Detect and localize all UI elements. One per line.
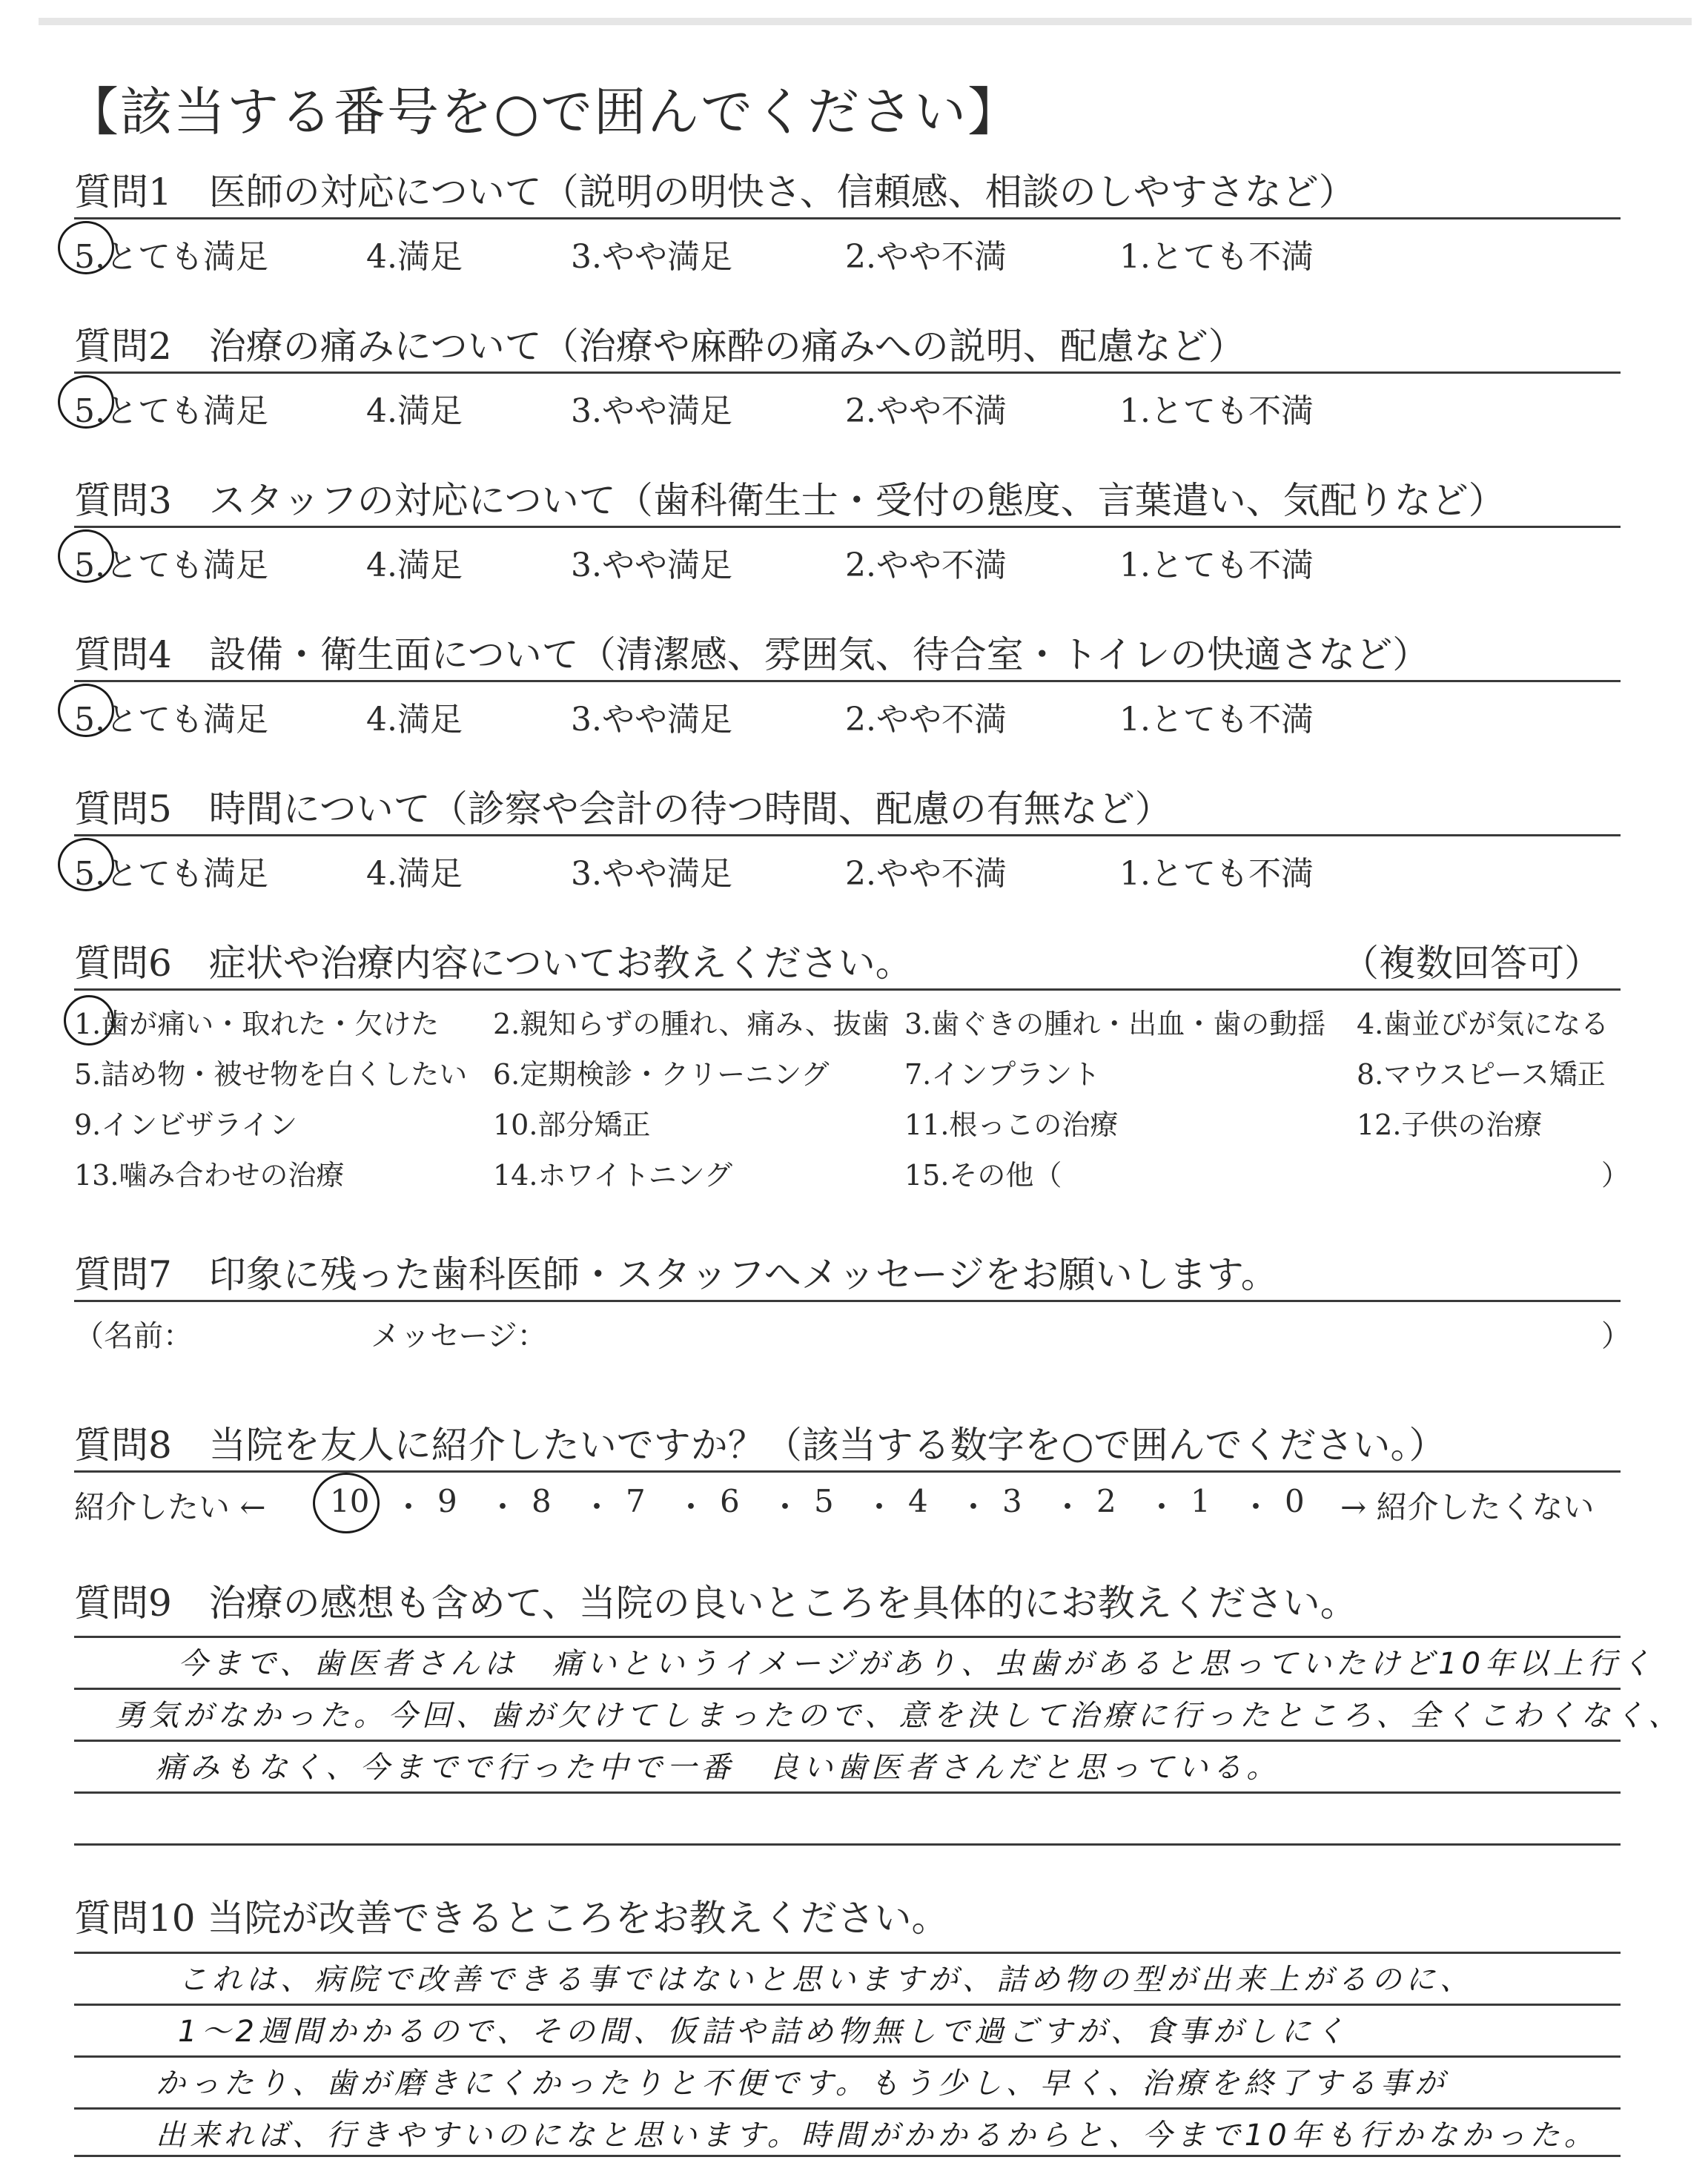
- option-2[interactable]: 2.やや不満: [845, 392, 1007, 430]
- rating-options: [74, 219, 1621, 276]
- option-2[interactable]: 2.やや不満: [845, 855, 1007, 893]
- not-recommend-label: → 紹介したくない: [1340, 1489, 1595, 1525]
- answer-rule: [74, 2155, 1621, 2157]
- symptom-3[interactable]: 3.歯ぐきの腫れ・出血・歯の動揺: [904, 1008, 1326, 1040]
- selection-circle: [58, 529, 114, 583]
- option-2[interactable]: 2.やや不満: [845, 701, 1007, 739]
- handwritten-answer-line: 1〜2週間かかるので、その間、仮詰や詰め物無しで過ごすが、食事がしにく: [178, 2015, 1350, 2049]
- option-1[interactable]: 1.とても不満: [1119, 855, 1314, 893]
- symptom-2[interactable]: 2.親知らずの腫れ、痛み、抜歯: [493, 1008, 890, 1040]
- symptom-6[interactable]: 6.定期検診・クリーニング: [493, 1058, 830, 1091]
- question-6: [74, 938, 1630, 1206]
- answer-rule: [74, 1843, 1621, 1846]
- recommend-label: 紹介したい ←: [74, 1489, 266, 1525]
- option-5[interactable]: 5.とても満足: [74, 238, 268, 276]
- answer-rule: [74, 1740, 1621, 1742]
- option-1[interactable]: 1.とても不満: [1119, 238, 1314, 276]
- option-5[interactable]: 5.とても満足: [74, 701, 268, 739]
- option-2[interactable]: 2.やや不満: [845, 546, 1007, 584]
- handwritten-answer-line: 出来れば、行きやすいのになと思います。時間がかかるからと、今まで10年も行かなかった。: [156, 2118, 1598, 2153]
- scale-6[interactable]: 6: [720, 1483, 740, 1519]
- symptom-8[interactable]: 8.マウスピース矯正: [1357, 1058, 1606, 1091]
- selection-circle: [58, 684, 114, 737]
- question-title: 質問4 設備・衛生面について（清潔感、雰囲気、待合室・トイレの快適さなど）: [74, 630, 1621, 682]
- scale-2[interactable]: 2: [1096, 1483, 1116, 1519]
- scale-0[interactable]: 0: [1285, 1483, 1305, 1519]
- symptom-15[interactable]: 15.その他（: [904, 1159, 1062, 1192]
- symptom-11[interactable]: 11.根っこの治療: [904, 1109, 1119, 1141]
- scale-10[interactable]: 10: [330, 1483, 370, 1519]
- question-title: [74, 938, 1621, 991]
- scan-edge: [39, 18, 1692, 25]
- symptom-options: [74, 991, 1630, 1206]
- instruction-header: 【該当する番号を○で囲んでください】: [67, 82, 1022, 142]
- option-3[interactable]: 3.やや満足: [571, 855, 732, 893]
- question-4: [74, 630, 1621, 739]
- message-label: メッセージ：: [371, 1319, 547, 1353]
- scale-7[interactable]: 7: [626, 1483, 646, 1519]
- question-3: [74, 475, 1621, 584]
- answer-rule: [74, 1791, 1621, 1794]
- name-label: （名前：: [74, 1319, 193, 1353]
- handwritten-answer-line: 痛みもなく、今までで行った中で一番 良い歯医者さんだと思っている。: [156, 1751, 1281, 1785]
- recommend-scale: 紹介したい ← 10 ・ 9 ・ 8 ・ 7 ・ 6 ・ 5 ・ 4 ・ 3 ・ 2 ・ 1 ・ 0 → 紹介したくない: [74, 1473, 1621, 1532]
- option-4[interactable]: 4.満足: [366, 546, 463, 584]
- symptom-7[interactable]: 7.インプラント: [904, 1058, 1101, 1091]
- symptom-1[interactable]: 1.歯が痛い・取れた・欠けた: [74, 1008, 440, 1040]
- rating-options: [74, 836, 1621, 893]
- option-4[interactable]: 4.満足: [366, 855, 463, 893]
- option-1[interactable]: 1.とても不満: [1119, 546, 1314, 584]
- other-close-paren: ）: [1601, 1159, 1630, 1192]
- answer-rule: [74, 1952, 1621, 1954]
- answer-rule: [74, 2004, 1621, 2006]
- question-title-text: 質問6 症状や治療内容についてお教えください。: [74, 942, 913, 985]
- selection-circle: [64, 995, 114, 1046]
- symptom-14[interactable]: 14.ホワイトニング: [493, 1159, 733, 1192]
- option-3[interactable]: 3.やや満足: [571, 546, 732, 584]
- question-title: 質問10 当院が改善できるところをお教えください。: [74, 1897, 949, 1940]
- scale-1[interactable]: 1: [1191, 1483, 1211, 1519]
- question-title: 質問5 時間について（診察や会計の待つ時間、配慮の有無など）: [74, 784, 1621, 836]
- question-9: [74, 1578, 1621, 1628]
- scale-8[interactable]: 8: [532, 1483, 552, 1519]
- scale-9[interactable]: 9: [437, 1483, 457, 1519]
- option-4[interactable]: 4.満足: [366, 392, 463, 430]
- option-3[interactable]: 3.やや満足: [571, 701, 732, 739]
- rating-options: [74, 682, 1621, 739]
- rating-options: [74, 374, 1621, 430]
- option-3[interactable]: 3.やや満足: [571, 392, 732, 430]
- option-1[interactable]: 1.とても不満: [1119, 392, 1314, 430]
- selection-circle: [313, 1473, 380, 1533]
- handwritten-answer-line: 今まで、歯医者さんは 痛いというイメージがあり、虫歯があると思っていたけど10年以上行く: [178, 1647, 1655, 1681]
- selection-circle: [58, 375, 114, 429]
- selection-circle: [58, 221, 114, 274]
- question-2: [74, 321, 1621, 430]
- question-1: [74, 167, 1621, 276]
- symptom-4[interactable]: 4.歯並びが気になる: [1357, 1008, 1609, 1040]
- symptom-5[interactable]: 5.詰め物・被せ物を白くしたい: [74, 1058, 468, 1091]
- scale-3[interactable]: 3: [1002, 1483, 1022, 1519]
- option-5[interactable]: 5.とても満足: [74, 392, 268, 430]
- answer-rule: [74, 2107, 1621, 2110]
- handwritten-answer-line: かったり、歯が磨きにくかったりと不便です。もう少し、早く、治療を終了する事が: [156, 2067, 1449, 2101]
- question-title: 質問8 当院を友人に紹介したいですか？（該当する数字を○で囲んでください。）: [74, 1420, 1621, 1473]
- symptom-10[interactable]: 10.部分矯正: [493, 1109, 651, 1141]
- scale-4[interactable]: 4: [908, 1483, 928, 1519]
- symptom-12[interactable]: 12.子供の治療: [1357, 1109, 1543, 1141]
- question-title: 質問7 印象に残った歯科医師・スタッフへメッセージをお願いします。: [74, 1249, 1621, 1302]
- option-5[interactable]: 5.とても満足: [74, 546, 268, 584]
- option-4[interactable]: 4.満足: [366, 238, 463, 276]
- message-line: [74, 1302, 1631, 1355]
- answer-rule: [74, 2055, 1621, 2058]
- option-1[interactable]: 1.とても不満: [1119, 701, 1314, 739]
- rating-options: [74, 528, 1621, 584]
- scale-5[interactable]: 5: [814, 1483, 834, 1519]
- message-close-paren: ）: [1601, 1319, 1631, 1353]
- question-5: [74, 784, 1621, 893]
- multiple-answers-note: （複数回答可）: [1342, 942, 1601, 985]
- option-4[interactable]: 4.満足: [366, 701, 463, 739]
- question-7: [74, 1249, 1631, 1355]
- handwritten-answer-line: これは、病院で改善できる事ではないと思いますが、詰め物の型が出来上がるのに、: [178, 1963, 1474, 1997]
- question-8: [74, 1420, 1621, 1532]
- question-title: 質問2 治療の痛みについて（治療や麻酔の痛みへの説明、配慮など）: [74, 321, 1621, 374]
- option-2[interactable]: 2.やや不満: [845, 238, 1007, 276]
- handwritten-answer-line: 勇気がなかった。今回、歯が欠けてしまったので、意を決して治療に行ったところ、全くこわくなく、: [115, 1699, 1683, 1733]
- answer-rule: [74, 1688, 1621, 1690]
- symptom-9[interactable]: 9.インビザライン: [74, 1109, 298, 1141]
- symptom-13[interactable]: 13.噛み合わせの治療: [74, 1159, 345, 1192]
- question-10: [74, 1893, 1621, 1943]
- question-title: 質問9 治療の感想も含めて、当院の良いところを具体的にお教えください。: [74, 1582, 1357, 1625]
- selection-circle: [58, 838, 114, 891]
- option-3[interactable]: 3.やや満足: [571, 238, 732, 276]
- question-title: 質問3 スタッフの対応について（歯科衛生士・受付の態度、言葉遣い、気配りなど）: [74, 475, 1621, 528]
- answer-rule: [74, 1636, 1621, 1638]
- option-5[interactable]: 5.とても満足: [74, 855, 268, 893]
- question-title: 質問1 医師の対応について（説明の明快さ、信頼感、相談のしやすさなど）: [74, 167, 1621, 219]
